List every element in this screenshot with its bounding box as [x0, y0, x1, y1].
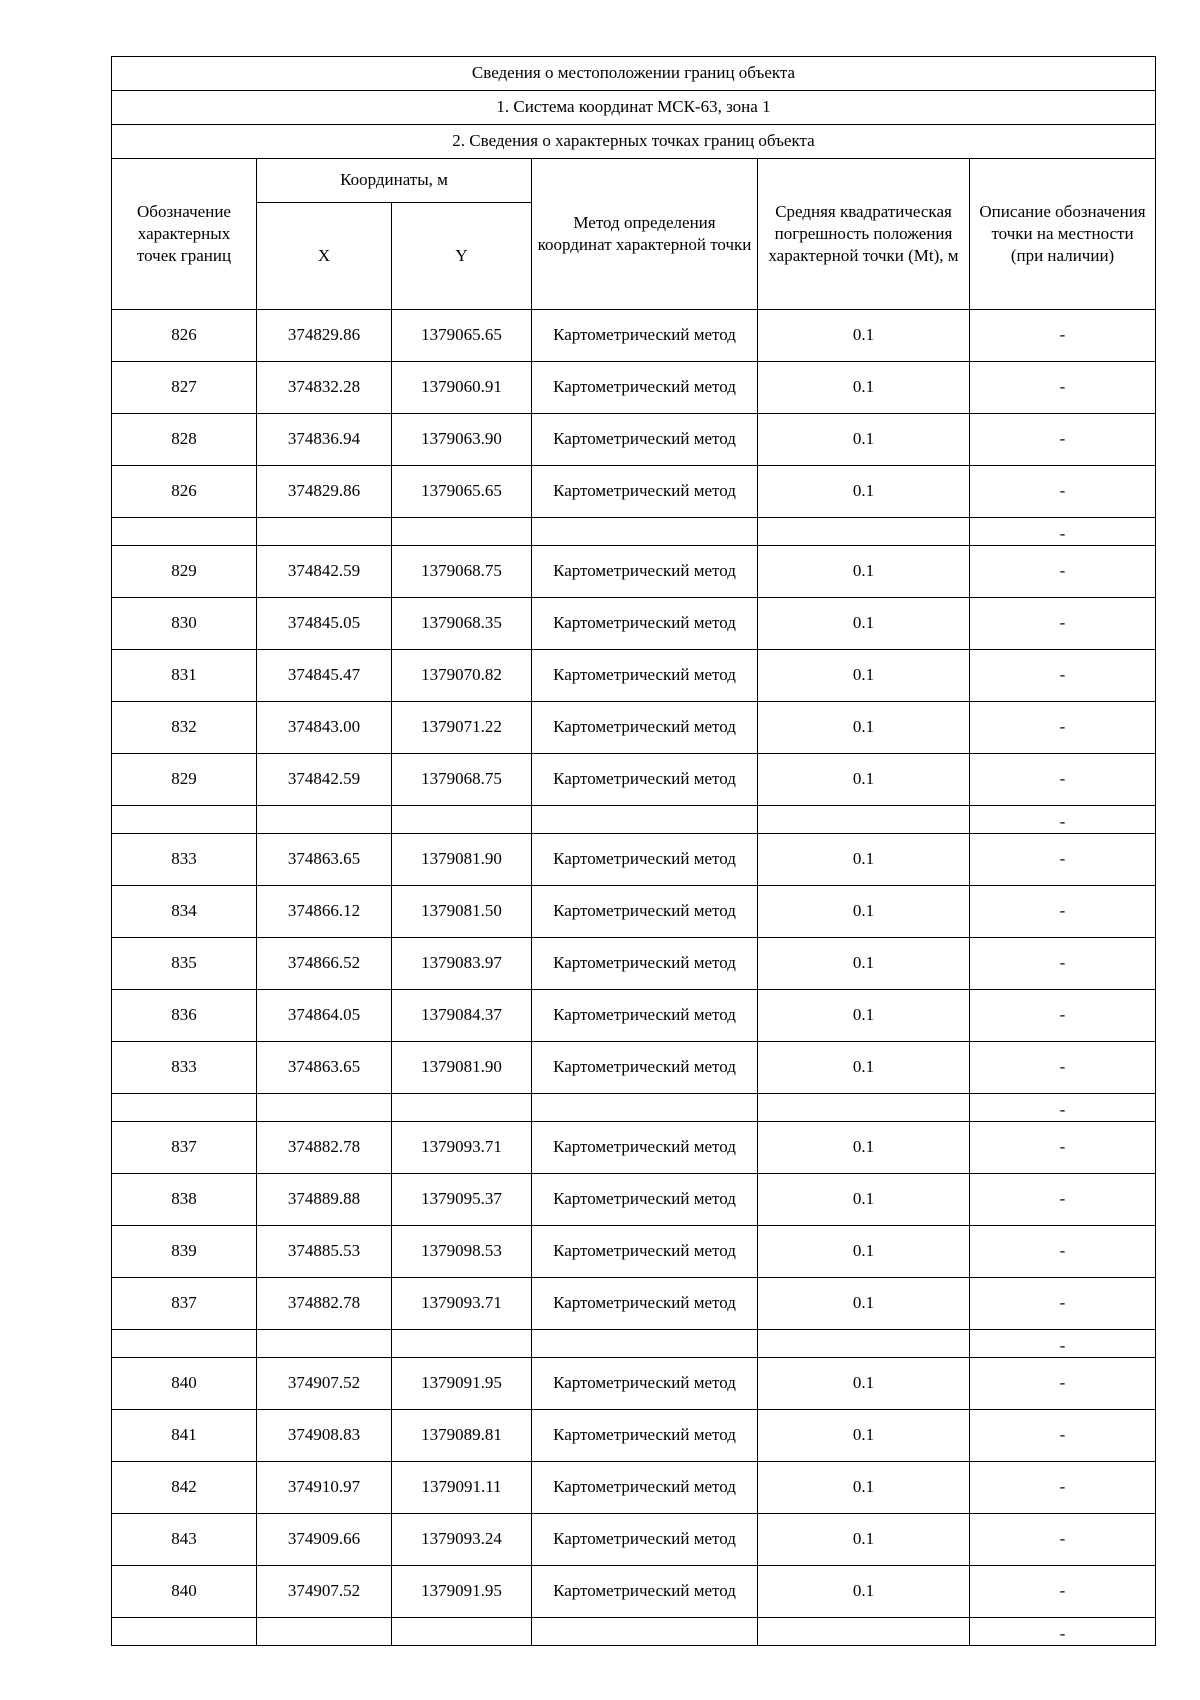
description-cell: -: [970, 754, 1156, 806]
description-cell: -: [970, 310, 1156, 362]
x-coordinate-cell: 374842.59: [257, 754, 392, 806]
point-number-cell: 832: [112, 702, 257, 754]
table-row: [112, 1174, 1156, 1226]
point-number-cell: 833: [112, 1042, 257, 1094]
error-cell: 0.1: [758, 1462, 970, 1514]
y-coordinate-cell: 1379081.90: [392, 1042, 532, 1094]
y-coordinate-cell: 1379081.50: [392, 886, 532, 938]
table-row: [112, 466, 1156, 518]
empty-cell: [532, 1330, 758, 1358]
method-cell: Картометрический метод: [532, 362, 758, 414]
point-number-cell: 840: [112, 1566, 257, 1618]
error-cell: 0.1: [758, 1174, 970, 1226]
error-cell: 0.1: [758, 1042, 970, 1094]
method-cell: Картометрический метод: [532, 990, 758, 1042]
y-coordinate-cell: 1379081.90: [392, 834, 532, 886]
x-coordinate-cell: 374907.52: [257, 1566, 392, 1618]
error-cell: 0.1: [758, 834, 970, 886]
separator-row: [112, 1094, 1156, 1122]
method-cell: Картометрический метод: [532, 886, 758, 938]
method-cell: Картометрический метод: [532, 1122, 758, 1174]
method-cell: Картометрический метод: [532, 702, 758, 754]
description-cell: -: [970, 886, 1156, 938]
header-coordinates: Координаты, м: [257, 159, 532, 203]
error-cell: 0.1: [758, 1514, 970, 1566]
y-coordinate-cell: 1379093.71: [392, 1122, 532, 1174]
error-cell: 0.1: [758, 362, 970, 414]
x-coordinate-cell: 374909.66: [257, 1514, 392, 1566]
y-coordinate-cell: 1379060.91: [392, 362, 532, 414]
point-number-cell: 838: [112, 1174, 257, 1226]
method-cell: Картометрический метод: [532, 598, 758, 650]
point-number-cell: 841: [112, 1410, 257, 1462]
point-number-cell: 837: [112, 1278, 257, 1330]
table-row: [112, 310, 1156, 362]
table-row: [112, 1358, 1156, 1410]
point-number-cell: 833: [112, 834, 257, 886]
point-number-cell: 843: [112, 1514, 257, 1566]
description-cell: -: [970, 1566, 1156, 1618]
separator-row: [112, 518, 1156, 546]
empty-cell: [257, 1618, 392, 1646]
empty-cell: [532, 1618, 758, 1646]
description-cell: -: [970, 362, 1156, 414]
error-cell: 0.1: [758, 1278, 970, 1330]
error-cell: 0.1: [758, 990, 970, 1042]
table-row: [112, 598, 1156, 650]
empty-cell: [112, 518, 257, 546]
x-coordinate-cell: 374889.88: [257, 1174, 392, 1226]
description-cell: -: [970, 1174, 1156, 1226]
y-coordinate-cell: 1379095.37: [392, 1174, 532, 1226]
header-error: Средняя квадратическая погрешность положения характерной точки (Mt), м: [758, 159, 970, 310]
description-cell: -: [970, 518, 1156, 546]
header-row-1: [112, 159, 1156, 203]
table-title: Сведения о местоположении границ объекта: [112, 57, 1156, 91]
description-cell: -: [970, 938, 1156, 990]
method-cell: Картометрический метод: [532, 834, 758, 886]
point-number-cell: 831: [112, 650, 257, 702]
y-coordinate-cell: 1379070.82: [392, 650, 532, 702]
method-cell: Картометрический метод: [532, 1462, 758, 1514]
point-number-cell: 829: [112, 754, 257, 806]
empty-cell: [392, 1330, 532, 1358]
table-row: [112, 414, 1156, 466]
description-cell: -: [970, 1330, 1156, 1358]
table-row: [112, 546, 1156, 598]
empty-cell: [257, 806, 392, 834]
empty-cell: [758, 806, 970, 834]
description-cell: -: [970, 1278, 1156, 1330]
error-cell: 0.1: [758, 650, 970, 702]
y-coordinate-cell: 1379068.75: [392, 754, 532, 806]
section-title: 2. Сведения о характерных точках границ объекта: [112, 125, 1156, 159]
description-cell: -: [970, 414, 1156, 466]
table-row: [112, 1122, 1156, 1174]
separator-row: [112, 1618, 1156, 1646]
empty-cell: [112, 806, 257, 834]
x-coordinate-cell: 374907.52: [257, 1358, 392, 1410]
coordinate-system-title: 1. Система координат МСК-63, зона 1: [112, 91, 1156, 125]
error-cell: 0.1: [758, 702, 970, 754]
error-cell: 0.1: [758, 754, 970, 806]
method-cell: Картометрический метод: [532, 1226, 758, 1278]
error-cell: 0.1: [758, 1566, 970, 1618]
y-coordinate-cell: 1379083.97: [392, 938, 532, 990]
empty-cell: [392, 1618, 532, 1646]
table-row: [112, 1042, 1156, 1094]
header-y: Y: [392, 203, 532, 310]
error-cell: 0.1: [758, 598, 970, 650]
method-cell: Картометрический метод: [532, 1410, 758, 1462]
table-row: [112, 1226, 1156, 1278]
error-cell: 0.1: [758, 1358, 970, 1410]
empty-cell: [758, 1618, 970, 1646]
description-cell: -: [970, 1358, 1156, 1410]
error-cell: 0.1: [758, 310, 970, 362]
header-point: Обозначение характерных точек границ: [112, 159, 257, 310]
x-coordinate-cell: 374866.52: [257, 938, 392, 990]
header-x: X: [257, 203, 392, 310]
empty-cell: [112, 1094, 257, 1122]
empty-cell: [257, 1330, 392, 1358]
empty-cell: [532, 1094, 758, 1122]
point-number-cell: 826: [112, 310, 257, 362]
point-number-cell: 836: [112, 990, 257, 1042]
header-description: Описание обозначения точки на местности (при наличии): [970, 159, 1156, 310]
x-coordinate-cell: 374863.65: [257, 1042, 392, 1094]
method-cell: Картометрический метод: [532, 466, 758, 518]
method-cell: Картометрический метод: [532, 414, 758, 466]
table-row: [112, 1566, 1156, 1618]
method-cell: Картометрический метод: [532, 1278, 758, 1330]
error-cell: 0.1: [758, 1122, 970, 1174]
x-coordinate-cell: 374908.83: [257, 1410, 392, 1462]
description-cell: -: [970, 1514, 1156, 1566]
table-row: [112, 650, 1156, 702]
description-cell: -: [970, 1094, 1156, 1122]
x-coordinate-cell: 374843.00: [257, 702, 392, 754]
method-cell: Картометрический метод: [532, 310, 758, 362]
point-number-cell: 829: [112, 546, 257, 598]
empty-cell: [112, 1330, 257, 1358]
empty-cell: [392, 1094, 532, 1122]
description-cell: -: [970, 1462, 1156, 1514]
point-number-cell: 842: [112, 1462, 257, 1514]
coordinate-system-row: [112, 91, 1156, 125]
description-cell: -: [970, 598, 1156, 650]
x-coordinate-cell: 374829.86: [257, 310, 392, 362]
method-cell: Картометрический метод: [532, 1174, 758, 1226]
y-coordinate-cell: 1379063.90: [392, 414, 532, 466]
error-cell: 0.1: [758, 546, 970, 598]
error-cell: 0.1: [758, 414, 970, 466]
description-cell: -: [970, 834, 1156, 886]
empty-cell: [758, 518, 970, 546]
description-cell: -: [970, 990, 1156, 1042]
x-coordinate-cell: 374842.59: [257, 546, 392, 598]
table-row: [112, 834, 1156, 886]
table-row: [112, 1410, 1156, 1462]
y-coordinate-cell: 1379065.65: [392, 310, 532, 362]
y-coordinate-cell: 1379089.81: [392, 1410, 532, 1462]
x-coordinate-cell: 374882.78: [257, 1122, 392, 1174]
description-cell: -: [970, 1410, 1156, 1462]
x-coordinate-cell: 374829.86: [257, 466, 392, 518]
empty-cell: [758, 1330, 970, 1358]
y-coordinate-cell: 1379091.95: [392, 1566, 532, 1618]
description-cell: -: [970, 806, 1156, 834]
table-row: [112, 938, 1156, 990]
error-cell: 0.1: [758, 938, 970, 990]
y-coordinate-cell: 1379065.65: [392, 466, 532, 518]
table-row: [112, 1514, 1156, 1566]
method-cell: Картометрический метод: [532, 1566, 758, 1618]
description-cell: -: [970, 1042, 1156, 1094]
empty-cell: [392, 518, 532, 546]
point-number-cell: 839: [112, 1226, 257, 1278]
separator-row: [112, 806, 1156, 834]
x-coordinate-cell: 374836.94: [257, 414, 392, 466]
x-coordinate-cell: 374866.12: [257, 886, 392, 938]
y-coordinate-cell: 1379098.53: [392, 1226, 532, 1278]
method-cell: Картометрический метод: [532, 1358, 758, 1410]
x-coordinate-cell: 374864.05: [257, 990, 392, 1042]
x-coordinate-cell: 374845.05: [257, 598, 392, 650]
method-cell: Картометрический метод: [532, 1514, 758, 1566]
y-coordinate-cell: 1379068.35: [392, 598, 532, 650]
method-cell: Картометрический метод: [532, 938, 758, 990]
point-number-cell: 835: [112, 938, 257, 990]
method-cell: Картометрический метод: [532, 650, 758, 702]
x-coordinate-cell: 374863.65: [257, 834, 392, 886]
y-coordinate-cell: 1379093.71: [392, 1278, 532, 1330]
x-coordinate-cell: 374910.97: [257, 1462, 392, 1514]
point-number-cell: 830: [112, 598, 257, 650]
y-coordinate-cell: 1379084.37: [392, 990, 532, 1042]
x-coordinate-cell: 374882.78: [257, 1278, 392, 1330]
error-cell: 0.1: [758, 1226, 970, 1278]
description-cell: -: [970, 702, 1156, 754]
point-number-cell: 840: [112, 1358, 257, 1410]
method-cell: Картометрический метод: [532, 546, 758, 598]
table-row: [112, 1462, 1156, 1514]
y-coordinate-cell: 1379071.22: [392, 702, 532, 754]
empty-cell: [532, 806, 758, 834]
empty-cell: [758, 1094, 970, 1122]
error-cell: 0.1: [758, 886, 970, 938]
description-cell: -: [970, 466, 1156, 518]
point-number-cell: 828: [112, 414, 257, 466]
x-coordinate-cell: 374845.47: [257, 650, 392, 702]
empty-cell: [112, 1618, 257, 1646]
empty-cell: [257, 1094, 392, 1122]
table-title-row: [112, 57, 1156, 91]
table-row: [112, 702, 1156, 754]
description-cell: -: [970, 1226, 1156, 1278]
point-number-cell: 826: [112, 466, 257, 518]
empty-cell: [532, 518, 758, 546]
x-coordinate-cell: 374885.53: [257, 1226, 392, 1278]
table-row: [112, 362, 1156, 414]
point-number-cell: 827: [112, 362, 257, 414]
table-row: [112, 1278, 1156, 1330]
coordinates-table: [111, 56, 1156, 1646]
error-cell: 0.1: [758, 1410, 970, 1462]
separator-row: [112, 1330, 1156, 1358]
table-row: [112, 886, 1156, 938]
y-coordinate-cell: 1379093.24: [392, 1514, 532, 1566]
table-row: [112, 990, 1156, 1042]
point-number-cell: 834: [112, 886, 257, 938]
description-cell: -: [970, 1618, 1156, 1646]
empty-cell: [257, 518, 392, 546]
empty-cell: [392, 806, 532, 834]
y-coordinate-cell: 1379091.95: [392, 1358, 532, 1410]
header-method: Метод определения координат характерной точки: [532, 159, 758, 310]
error-cell: 0.1: [758, 466, 970, 518]
table-row: [112, 754, 1156, 806]
y-coordinate-cell: 1379091.11: [392, 1462, 532, 1514]
description-cell: -: [970, 650, 1156, 702]
point-number-cell: 837: [112, 1122, 257, 1174]
method-cell: Картометрический метод: [532, 1042, 758, 1094]
x-coordinate-cell: 374832.28: [257, 362, 392, 414]
description-cell: -: [970, 1122, 1156, 1174]
method-cell: Картометрический метод: [532, 754, 758, 806]
description-cell: -: [970, 546, 1156, 598]
section-title-row: [112, 125, 1156, 159]
y-coordinate-cell: 1379068.75: [392, 546, 532, 598]
